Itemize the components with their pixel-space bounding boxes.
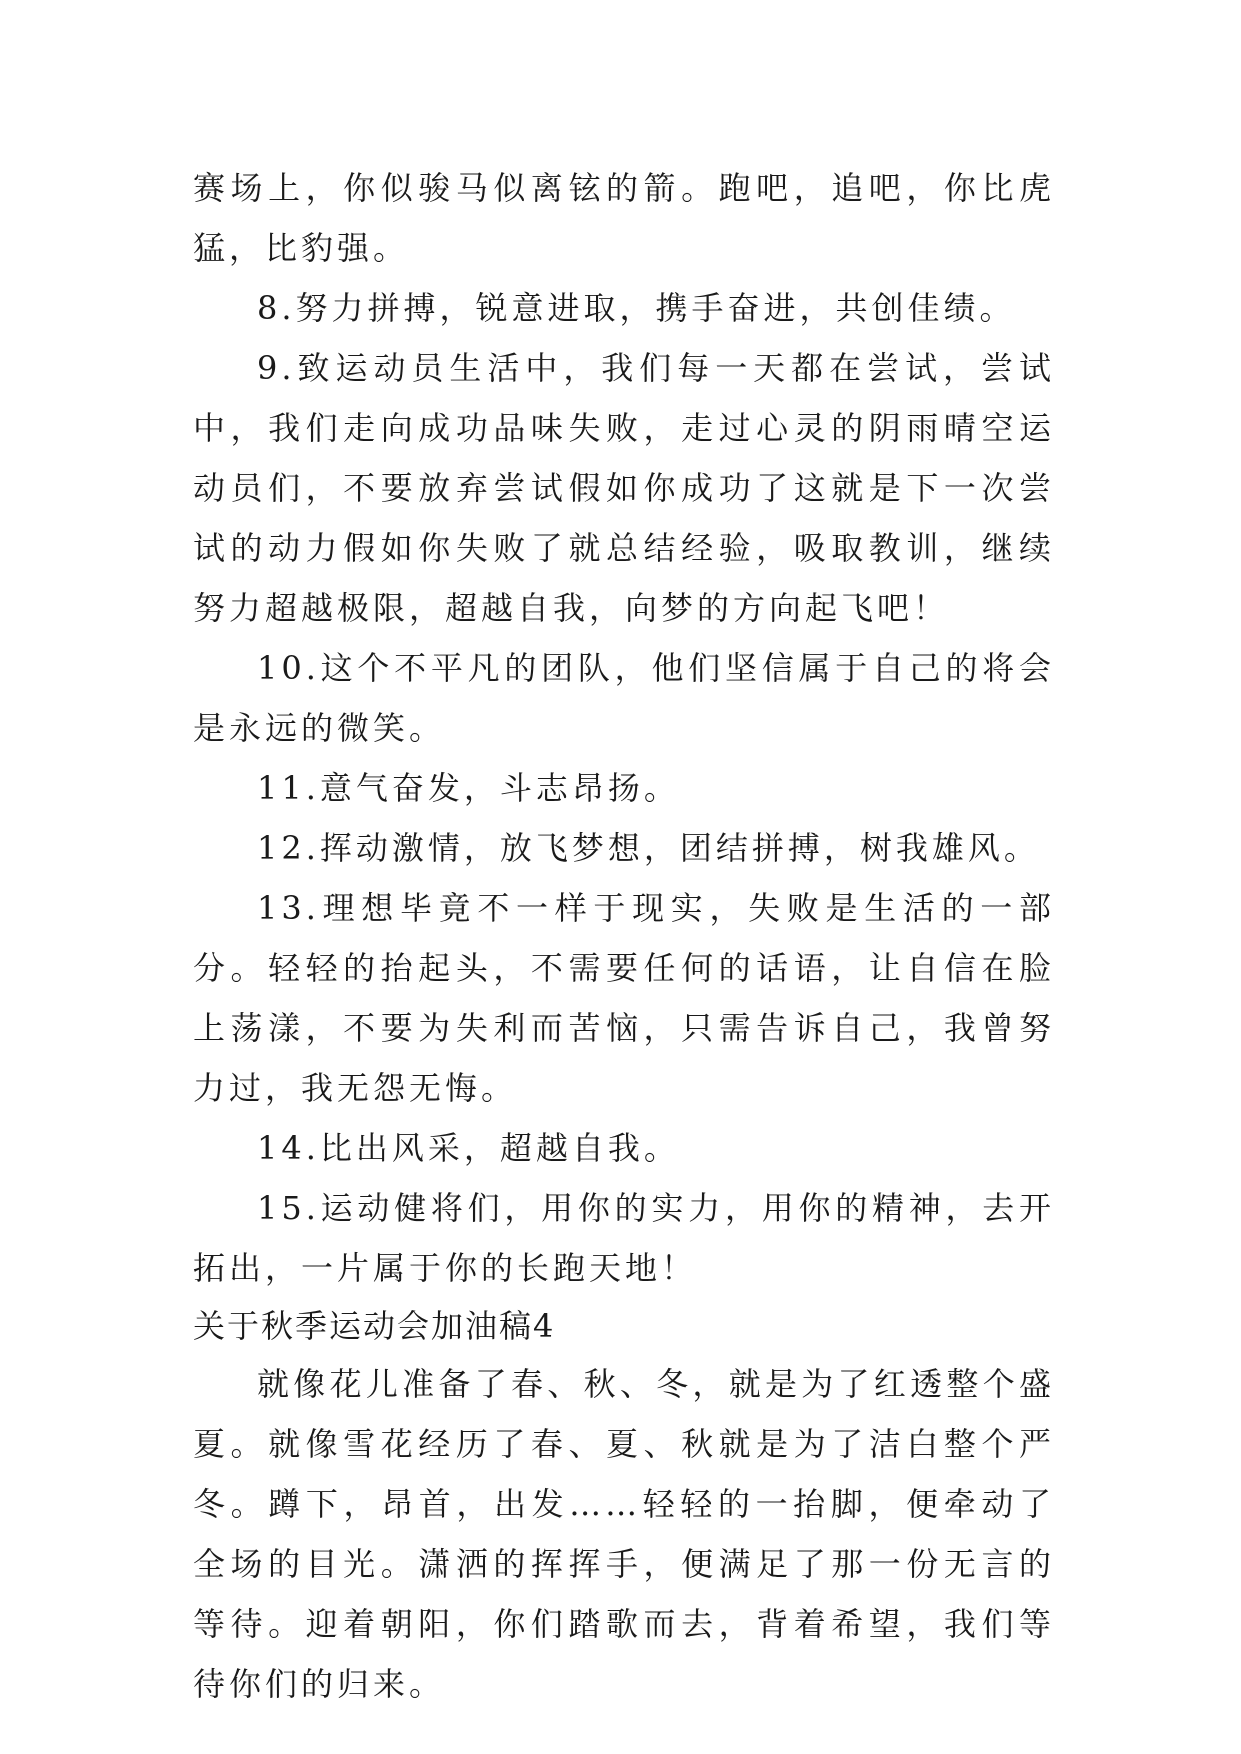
paragraph-item-11: 11.意气奋发，斗志昂扬。 bbox=[257, 769, 680, 807]
document-page bbox=[193, 158, 1055, 1714]
paragraph-item-9: 9.致运动员生活中，我们每一天都在尝试，尝试中，我们走向成功品味失败，走过心灵的阴雨晴空运动员们，不要放弃尝试假如你成功了这就是下一次尝试的动力假如你失败了就总结经验，吸取教训，继续努力超越极限，超越自我，向梦的方向起飞吧！ bbox=[193, 349, 1055, 627]
paragraph-item-12: 12.挥动激情，放飞梦想，团结拼搏，树我雄风。 bbox=[257, 829, 1040, 867]
paragraph-item-15: 15.运动健将们，用你的实力，用你的精神，去开拓出，一片属于你的长跑天地！ bbox=[193, 1189, 1055, 1287]
paragraph-item-14: 14.比出风采，超越自我。 bbox=[257, 1129, 680, 1167]
paragraph-item-8: 8.努力拼搏，锐意进取，携手奋进，共创佳绩。 bbox=[257, 289, 1016, 327]
paragraph-continued: 赛场上，你似骏马似离铉的箭。跑吧，追吧，你比虎猛，比豹强。 bbox=[193, 169, 1055, 267]
paragraph-item-10: 10.这个不平凡的团队，他们坚信属于自己的将会是永远的微笑。 bbox=[193, 649, 1055, 747]
paragraph-item-13: 13.理想毕竟不一样于现实，失败是生活的一部分。轻轻的抬起头，不需要任何的话语，让自信在脸上荡漾，不要为失利而苦恼，只需告诉自己，我曾努力过，我无怨无悔。 bbox=[193, 889, 1055, 1107]
section-title: 关于秋季运动会加油稿4 bbox=[193, 1307, 556, 1345]
section-body: 就像花儿准备了春、秋、冬，就是为了红透整个盛夏。就像雪花经历了春、夏、秋就是为了洁白整个严冬。蹲下，昂首，出发……轻轻的一抬脚，便牵动了全场的目光。潇洒的挥挥手，便满足了那一份无言的等待。迎着朝阳，你们踏歌而去，背着希望，我们等待你们的归来。 bbox=[193, 1365, 1055, 1703]
